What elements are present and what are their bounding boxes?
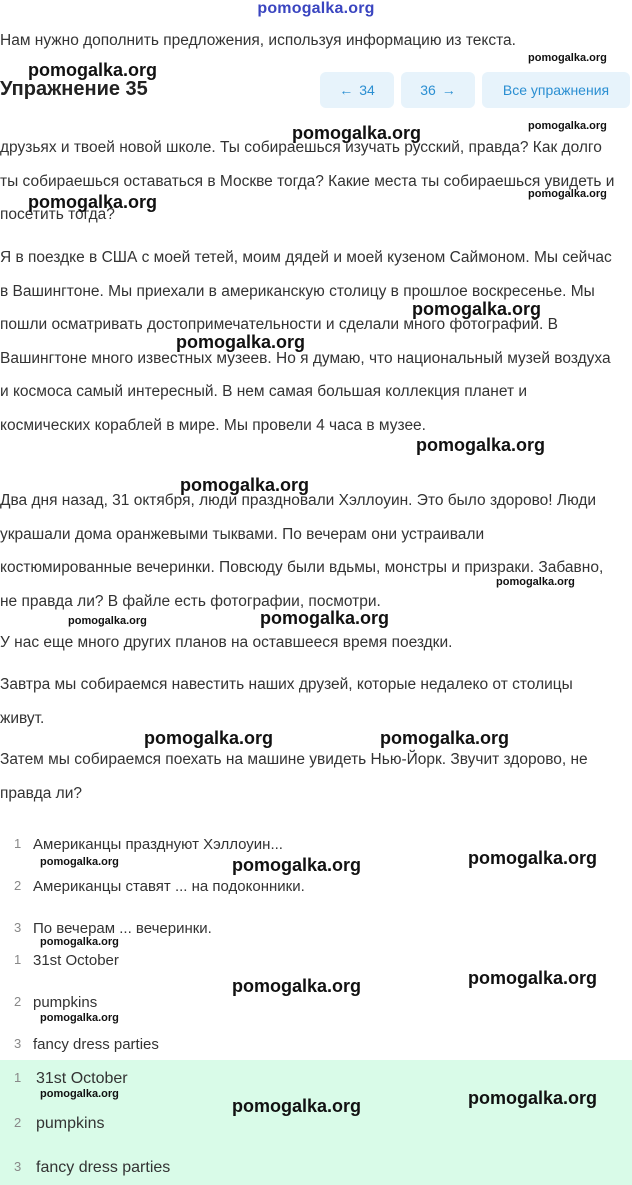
answer-text: pumpkins [33,994,98,1011]
answer-number: 1 [14,952,22,967]
all-exercises-label: Все упражнения [502,82,610,98]
watermark: pomogalka.org [176,332,306,352]
watermark: pomogalka.org [468,968,598,988]
watermark: pomogalka.org [416,435,546,455]
watermark: pomogalka.org [232,976,362,996]
answer-text: pumpkins [36,1115,105,1132]
answer-text: 31st October [36,1070,128,1087]
watermark: pomogalka.org [232,855,362,875]
highlighted-answers [0,1060,632,1185]
answer-number: 2 [14,994,22,1009]
watermark: pomogalka.org [292,123,422,143]
answer-number: 2 [14,1115,22,1130]
watermark: pomogalka.org [144,728,274,748]
text-paragraph: Завтра мы собираемся навестить наших друзей, которые недалеко от столицы живут. [0,676,573,727]
site-header[interactable]: pomogalka.org [257,0,375,17]
text-paragraph: Затем мы собираемся поехать на машине увидеть Нью-Йорк. Звучит здорово, не правда ли? [0,751,588,802]
watermark: pomogalka.org [28,60,158,80]
intro-text: Нам нужно дополнить предложения, используя информацию из текста. [0,32,516,49]
task-number: 3 [14,920,22,935]
exercise-title: Упражнение 35 [0,78,148,100]
text-paragraph: У нас еще много других планов на оставшееся время поездки. [0,634,453,651]
watermark: pomogalka.org [40,1012,119,1024]
answer-number: 3 [14,1036,22,1051]
watermark: pomogalka.org [40,1088,119,1100]
watermark: pomogalka.org [180,475,310,495]
watermark: pomogalka.org [496,576,575,588]
task-text: Американцы празднуют Хэллоуин... [33,836,283,853]
arrow-left-icon: ← [339,82,354,98]
watermark: pomogalka.org [380,728,510,748]
next-exercise-button[interactable] [401,72,475,108]
answer-number: 1 [14,1070,22,1085]
answer-text: 31st October [33,952,119,969]
watermark: pomogalka.org [28,192,158,212]
watermark: pomogalka.org [412,299,542,319]
prev-exercise-label: 34 [359,82,375,98]
task-number: 2 [14,878,22,893]
answer-number: 3 [14,1159,22,1174]
next-exercise-label: 36 [420,82,436,98]
task-text: По вечерам ... вечеринки. [33,920,212,937]
watermark: pomogalka.org [468,1088,598,1108]
watermark: pomogalka.org [528,188,607,200]
watermark: pomogalka.org [468,848,598,868]
task-text: Американцы ставят ... на подоконники. [33,878,305,895]
answer-text: fancy dress parties [36,1159,171,1176]
all-exercises-button[interactable] [482,72,630,108]
watermark: pomogalka.org [232,1096,362,1116]
text-paragraph: Два дня назад, 31 октября, люди праздновали Хэллоуин. Это было здорово! Люди украшали дома оранжевыми тыквами. По вечерам они устраивали костюмированные вечеринки. Повсюду были вдьмы, монстры и призраки. Забавно, не правда ли? В файле есть фотографии, посмотри. [0,492,604,610]
prev-exercise-button[interactable] [320,72,394,108]
watermark: pomogalka.org [68,615,147,627]
text-paragraph: Я в поездке в США с моей тетей, моим дядей и моей кузеном Саймоном. Мы сейчас в Вашингтоне. Мы приехали в американскую столицу в прошлое воскресенье. Мы пошли осматривать достопримечательности и сделали много фотографий. В Вашингтоне много известных музеев. Но я думаю, что национальный музей воздуха и космоса самый интересный. В нем самая большая коллекция планет и космических кораблей в мире. Мы провели 4 часа в музее. [0,249,612,434]
task-number: 1 [14,836,22,851]
text-paragraph: друзьях и твоей новой школе. Ты собираешься изучать русский, правда? Как долго ты собираешься оставаться в Москве тогда? Какие места ты собираешься увидеть и посетить тогда? [0,139,615,223]
watermark: pomogalka.org [40,856,119,868]
watermark: pomogalka.org [260,608,390,628]
watermark: pomogalka.org [528,120,607,132]
answer-text: fancy dress parties [33,1036,159,1053]
arrow-right-icon: → [441,82,456,98]
watermark: pomogalka.org [40,936,119,948]
watermark: pomogalka.org [528,52,607,64]
